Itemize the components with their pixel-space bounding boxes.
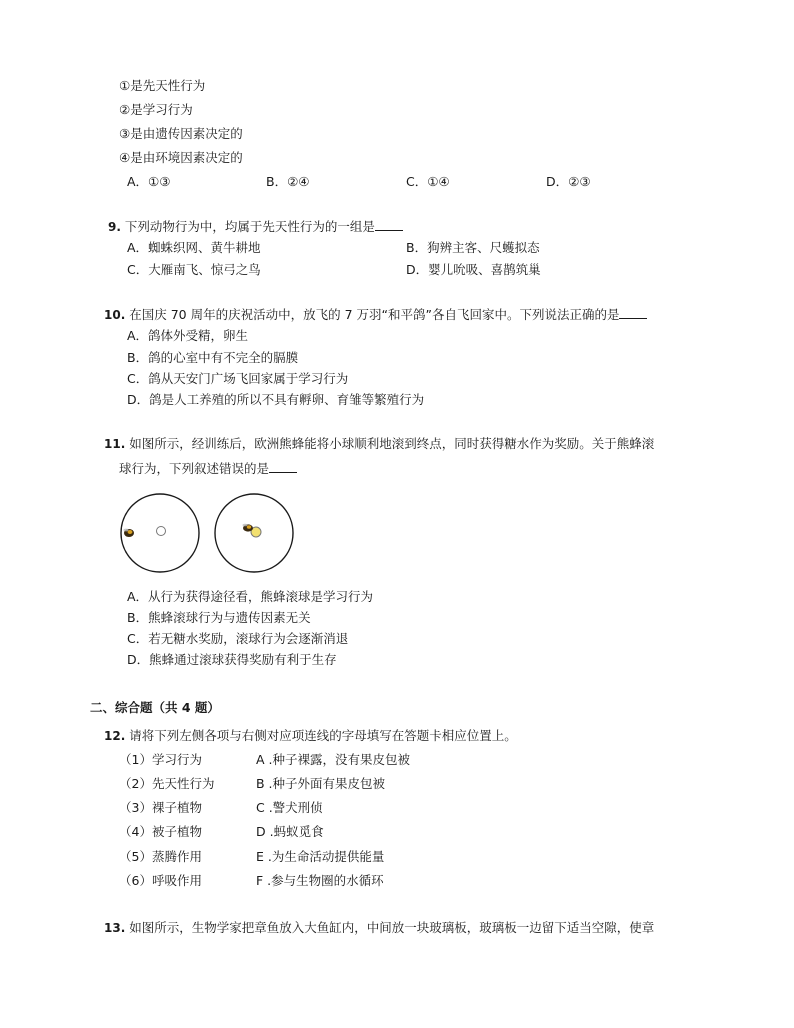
question-11-stem-line1: [104, 436, 654, 452]
question-12-stem: [104, 728, 517, 744]
question-11-number: 11.: [104, 437, 126, 451]
match-right-f: F .参与生物圈的水循环: [256, 873, 384, 888]
bee-left-icon: [124, 529, 135, 537]
q9-option-d: D．婴儿吮吸、喜鹊筑巢: [406, 262, 541, 277]
section-heading: 二、综合题（共 4 题）: [90, 700, 220, 715]
q10-option-a: A．鸽体外受精，卵生: [127, 328, 249, 343]
match-right-a: A .种子裸露，没有果皮包被: [256, 752, 410, 767]
question-9-number: 9.: [108, 220, 121, 234]
match-left-5: （5）蒸腾作用: [119, 849, 202, 864]
question-10-number: 10.: [104, 308, 126, 322]
prev-option-c: C．①④: [406, 174, 450, 189]
answer-blank: [619, 306, 647, 319]
match-right-b: B .种子外面有果皮包被: [256, 776, 386, 791]
match-left-1: （1）学习行为: [119, 752, 202, 767]
q9-option-c: C．大雁南飞、惊弓之鸟: [127, 262, 261, 277]
q11-option-b: B．熊蜂滚球行为与遗传因素无关: [127, 610, 311, 625]
bumblebee-figure-svg: [119, 492, 297, 574]
q10-option-b: B．鸽的心室中有不完全的膈膜: [127, 350, 299, 365]
answer-blank: [269, 460, 297, 473]
q11-option-a: A．从行为获得途径看，熊蜂滚球是学习行为: [127, 589, 374, 604]
match-right-e: E .为生命活动提供能量: [256, 849, 385, 864]
goal-left: [157, 527, 166, 536]
q9-option-a: A．蜘蛛织网、黄牛耕地: [127, 240, 261, 255]
match-right-d: D .蚂蚁觅食: [256, 824, 324, 839]
prev-option-a: A．①③: [127, 174, 171, 189]
question-12-number: 12.: [104, 729, 126, 743]
question-11-text-1: 如图所示，经训练后，欧洲熊蜂能将小球顺利地滚到终点，同时获得糖水作为奖励。关于熊蜂滚: [129, 436, 655, 451]
question-11-text-2: 球行为，下列叙述错误的是: [119, 461, 270, 476]
question-10-text: 在国庆 70 周年的庆祝活动中，放飞的 7 万羽“和平鸽”各自飞回家中。下列说法正确的是: [129, 307, 620, 322]
match-left-4: （4）被子植物: [119, 824, 202, 839]
question-9-text: 下列动物行为中，均属于先天性行为的一组是: [124, 219, 375, 234]
question-11-stem-line2: [119, 460, 297, 477]
statement-1: ①是先天性行为: [119, 78, 206, 93]
statement-2: ②是学习行为: [119, 102, 193, 117]
question-10-stem: [104, 306, 647, 323]
match-left-2: （2）先天性行为: [119, 776, 215, 791]
match-right-c: C .警犬刑侦: [256, 800, 323, 815]
q10-option-d: D．鸽是人工养殖的所以不具有孵卵、育雏等繁殖行为: [127, 392, 425, 407]
q10-option-c: C．鸽从天安门广场飞回家属于学习行为: [127, 371, 349, 386]
question-9-stem: [108, 218, 403, 235]
question-13-stem: [104, 920, 654, 936]
prev-option-d: D．②③: [546, 174, 591, 189]
statement-4: ④是由环境因素决定的: [119, 150, 243, 165]
q9-option-b: B．狗辨主客、尺蠖拟态: [406, 240, 540, 255]
bee-right-icon: [243, 524, 254, 532]
bumblebee-figure: [119, 492, 297, 574]
question-12-text: 请将下列左侧各项与右侧对应项连线的字母填写在答题卡相应位置上。: [129, 728, 517, 743]
statement-3: ③是由遗传因素决定的: [119, 126, 243, 141]
question-13-number: 13.: [104, 921, 126, 935]
match-left-6: （6）呼吸作用: [119, 873, 202, 888]
question-13-text: 如图所示，生物学家把章鱼放入大鱼缸内，中间放一块玻璃板，玻璃板一边留下适当空隙，使章: [129, 920, 655, 935]
prev-option-b: B．②④: [266, 174, 310, 189]
answer-blank: [375, 218, 403, 231]
match-left-3: （3）裸子植物: [119, 800, 202, 815]
q11-option-c: C．若无糖水奖励，滚球行为会逐渐消退: [127, 631, 349, 646]
q11-option-d: D．熊蜂通过滚球获得奖励有利于生存: [127, 652, 337, 667]
